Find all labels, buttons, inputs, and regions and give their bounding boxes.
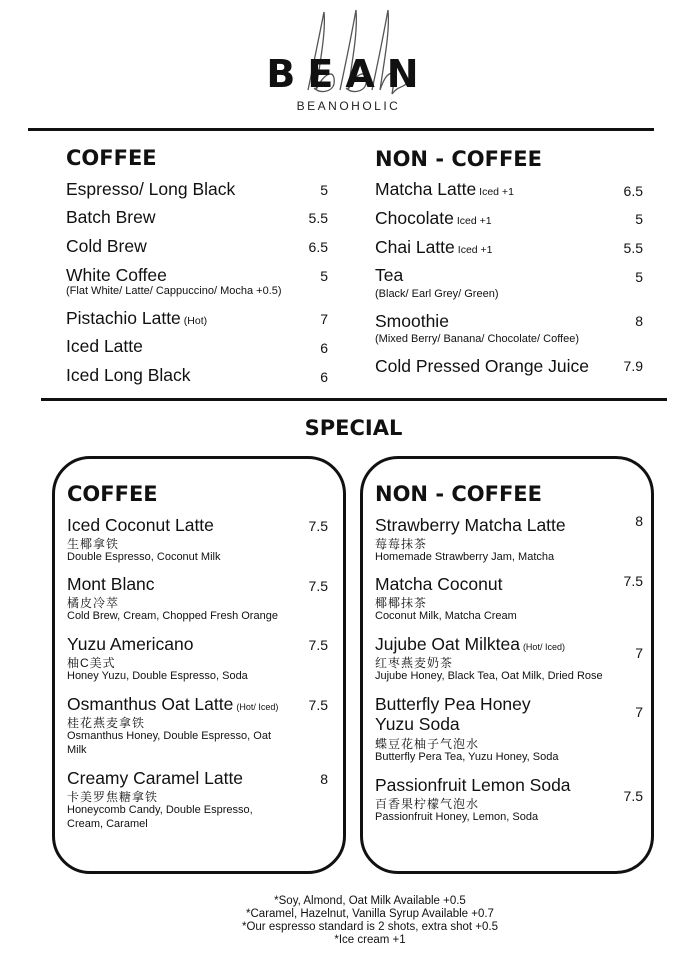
- special-item-name-line2: Yuzu Soda: [375, 714, 460, 734]
- menu-item-price: 6: [320, 369, 328, 385]
- special-item-price: 7.5: [308, 697, 328, 713]
- special-item-name: Butterfly Pea Honey: [375, 694, 531, 714]
- special-item-price: 7.5: [623, 788, 643, 804]
- brand-wordmark: BEAN: [266, 52, 431, 96]
- special-item-price: 8: [635, 513, 643, 529]
- special-item-description: Homemade Strawberry Jam, Matcha: [375, 551, 555, 563]
- brand-subtitle: BEANOHOLIC: [296, 99, 401, 113]
- menu-item-name: Iced Long Black: [66, 365, 191, 385]
- special-item-chinese-name: 椰椰抹茶: [375, 596, 428, 610]
- menu-item-name: Matcha Latte Iced +1: [375, 179, 514, 199]
- special-item-inline-note: (Hot/ Iced): [236, 702, 279, 712]
- special-item-chinese-name: 红枣燕麦奶茶: [375, 656, 454, 670]
- footnotes: [0, 895, 697, 947]
- menu-item-inline-note: (Hot): [183, 315, 208, 327]
- special-item-price: 7.5: [308, 578, 328, 594]
- special-item-chinese-name: 蝶豆花柚子气泡水: [375, 737, 480, 751]
- special-title: SPECIAL: [304, 416, 403, 440]
- special-coffee-heading: COFFEE: [67, 482, 158, 506]
- menu-item-name: Pistachio Latte (Hot): [66, 308, 208, 328]
- footnote-milk: *Soy, Almond, Oat Milk Available +0.5: [274, 895, 466, 907]
- special-item-description: Cold Brew, Cream, Chopped Fresh Orange: [67, 610, 278, 622]
- special-item-name: Yuzu Americano: [67, 634, 194, 654]
- special-item-chinese-name: 百香果柠檬气泡水: [375, 797, 480, 811]
- menu-item-price: 5: [320, 182, 328, 198]
- special-item-price: 7.5: [623, 573, 643, 589]
- special-item-price: 7.5: [308, 518, 328, 534]
- special-item-price: 7: [635, 645, 643, 661]
- menu-item-price: 5: [635, 211, 643, 227]
- special-item-name: Strawberry Matcha Latte: [375, 515, 566, 535]
- menu-item-name: Batch Brew: [66, 207, 156, 227]
- special-item-chinese-name: 莓莓抹茶: [375, 537, 428, 551]
- special-item-name: Iced Coconut Latte: [67, 515, 214, 535]
- special-item-description: Honeycomb Candy, Double Espresso, Cream, Caramel: [67, 804, 253, 830]
- menu-item-name: Smoothie: [375, 311, 449, 331]
- menu-item-name: Chai Latte Iced +1: [375, 237, 493, 257]
- special-item-price: 7: [635, 704, 643, 720]
- special-item-name: Osmanthus Oat Latte (Hot/ Iced): [67, 694, 279, 714]
- special-item-name: Creamy Caramel Latte: [67, 768, 244, 788]
- special-item-name: Jujube Oat Milktea (Hot/ Iced): [375, 634, 565, 654]
- menu-item-price: 5.5: [623, 240, 643, 256]
- special-item-price: 8: [320, 771, 328, 787]
- top-divider: [28, 128, 654, 131]
- special-item-chinese-name: 柚C美式: [67, 656, 116, 670]
- special-item-description: Honey Yuzu, Double Espresso, Soda: [67, 670, 248, 682]
- special-item-description: Double Espresso, Coconut Milk: [67, 551, 221, 563]
- menu-item-note: (Mixed Berry/ Banana/ Chocolate/ Coffee): [375, 333, 580, 345]
- special-item-chinese-name: 橘皮冷萃: [67, 596, 120, 610]
- menu-item-price: 5: [320, 268, 328, 284]
- menu-item-price: 7.9: [623, 358, 643, 374]
- special-item-name: Passionfruit Lemon Soda: [375, 775, 571, 795]
- footnote-ice-cream: *Ice cream +1: [334, 934, 406, 946]
- menu-item-inline-note: Iced +1: [456, 215, 492, 227]
- menu-item-inline-note: Iced +1: [479, 186, 514, 198]
- menu-item-inline-note: Iced +1: [457, 244, 493, 256]
- special-item-inline-note: (Hot/ Iced): [522, 642, 565, 652]
- menu-item-name: White Coffee: [66, 265, 167, 285]
- menu-item-note: (Black/ Earl Grey/ Green): [375, 288, 499, 300]
- menu-item-name: Cold Pressed Orange Juice: [375, 356, 589, 376]
- special-item-description: Jujube Honey, Black Tea, Oat Milk, Dried Rose: [375, 670, 603, 682]
- special-non-coffee-heading: NON - COFFEE: [375, 482, 542, 506]
- menu-item-name: Tea: [375, 265, 404, 285]
- menu-item-price: 8: [635, 313, 643, 329]
- menu-item-price: 6.5: [308, 239, 328, 255]
- menu-item-price: 5.5: [308, 210, 328, 226]
- coffee-heading: COFFEE: [66, 146, 157, 170]
- special-item-name: Mont Blanc: [67, 574, 155, 594]
- menu-item-price: 6: [320, 340, 328, 356]
- menu-item-price: 7: [320, 311, 328, 327]
- menu-item-name: Espresso/ Long Black: [66, 179, 236, 199]
- special-item-chinese-name: 卡美罗焦糖拿铁: [67, 790, 159, 804]
- menu-item-price: 5: [635, 269, 643, 285]
- footnote-espresso: *Our espresso standard is 2 shots, extra shot +0.5: [241, 921, 498, 933]
- menu-item-name: Iced Latte: [66, 336, 143, 356]
- footnote-syrup: *Caramel, Hazelnut, Vanilla Syrup Available +0.7: [246, 908, 494, 920]
- special-item-description: Coconut Milk, Matcha Cream: [375, 610, 517, 622]
- menu-item-name: Cold Brew: [66, 236, 147, 256]
- mid-divider: [41, 398, 667, 401]
- special-item-description: Passionfruit Honey, Lemon, Soda: [375, 811, 539, 823]
- special-item-price: 7.5: [308, 637, 328, 653]
- menu-item-price: 6.5: [623, 183, 643, 199]
- special-item-description: Butterfly Pera Tea, Yuzu Honey, Soda: [375, 751, 559, 763]
- special-item-chinese-name: 生椰拿铁: [67, 537, 120, 551]
- menu-item-name: Chocolate Iced +1: [375, 208, 492, 228]
- special-item-name: Matcha Coconut: [375, 574, 503, 594]
- special-item-chinese-name: 桂花燕麦拿铁: [67, 716, 146, 730]
- menu-item-note: (Flat White/ Latte/ Cappuccino/ Mocha +0.5): [66, 285, 282, 297]
- non-coffee-heading: NON - COFFEE: [375, 147, 542, 171]
- special-item-description: Osmanthus Honey, Double Espresso, Oat Milk: [67, 730, 272, 756]
